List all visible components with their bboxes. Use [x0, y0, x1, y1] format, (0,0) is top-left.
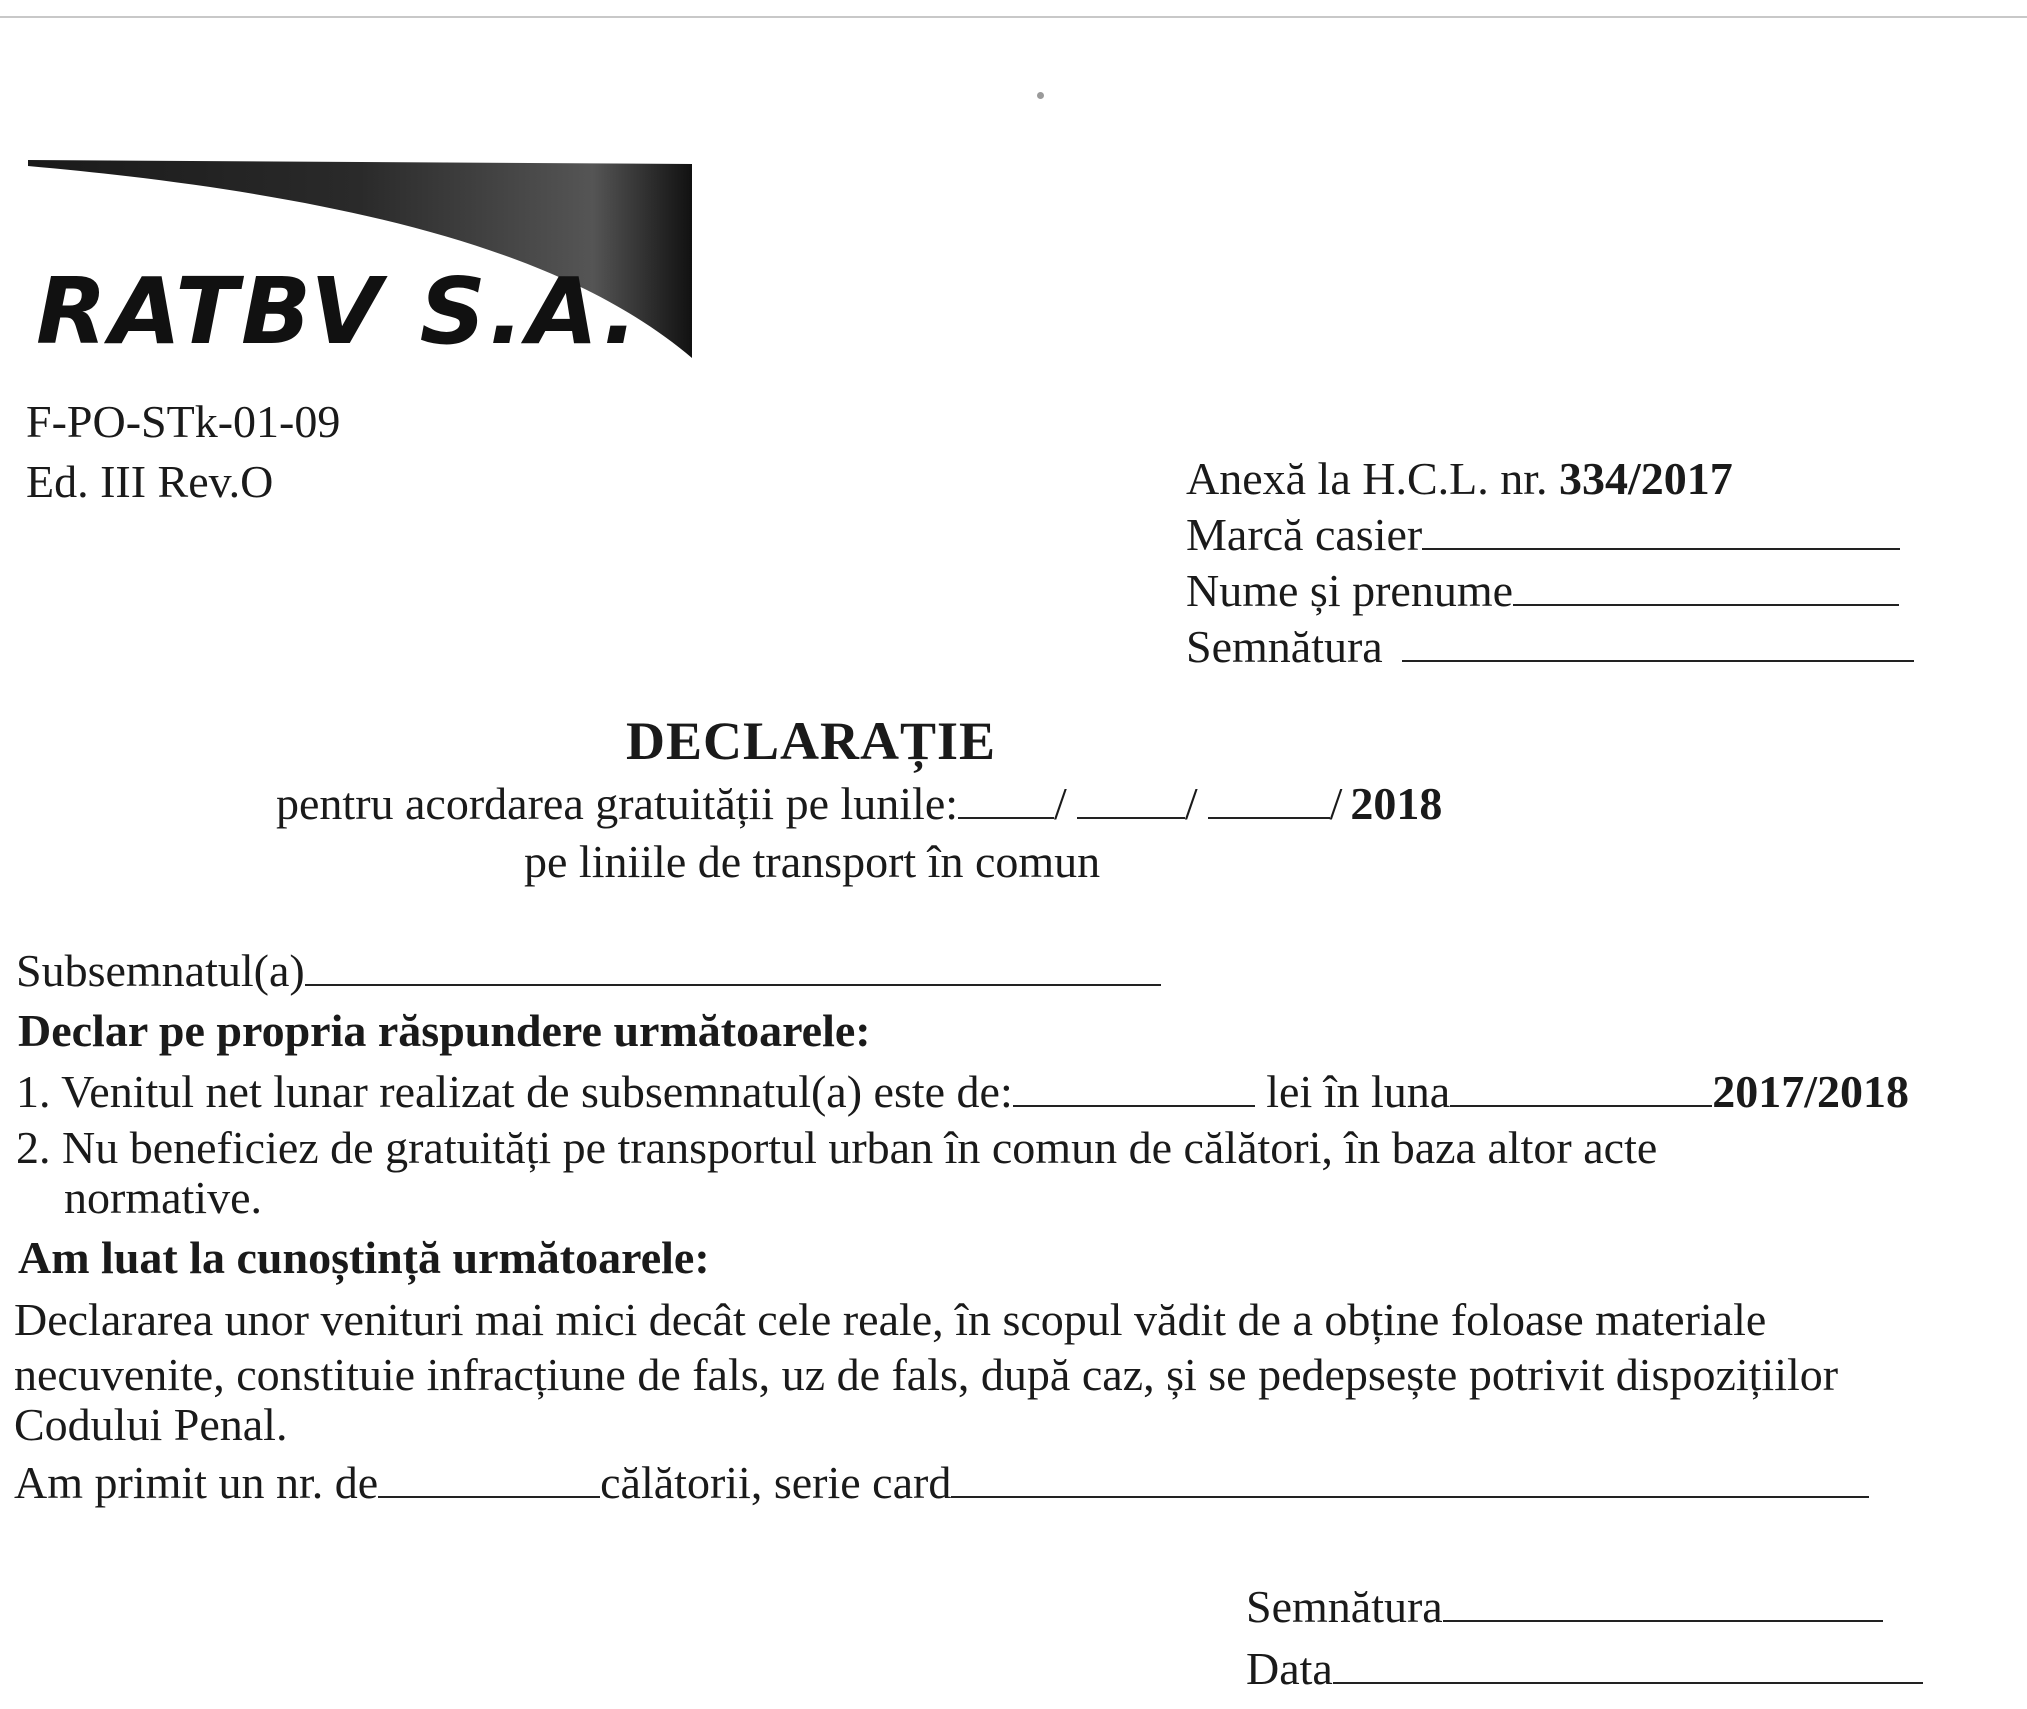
cashier-signature-label: Semnătura — [1186, 621, 1383, 672]
date-input-line[interactable] — [1333, 1681, 1923, 1684]
scan-speck — [1037, 92, 1044, 99]
months-label: pentru acordarea gratuității pe lunile: — [276, 778, 959, 829]
income-item — [16, 1065, 1909, 1119]
month1-input-line[interactable] — [958, 816, 1054, 819]
month3-input-line[interactable] — [1208, 816, 1330, 819]
annex-number: 334/2017 — [1559, 453, 1733, 504]
trips-prefix: Am primit un nr. de — [14, 1457, 379, 1508]
annex-line — [1186, 452, 1733, 506]
item2-line2: normative. — [64, 1172, 262, 1223]
trips-count-input-line[interactable] — [378, 1495, 600, 1498]
name-field — [1186, 564, 1899, 618]
income-month-input-line[interactable] — [1450, 1104, 1712, 1107]
cashier-signature-field — [1186, 620, 1914, 674]
trips-field — [14, 1456, 1869, 1510]
scan-top-edge — [0, 16, 2027, 18]
undersigned-input-line[interactable] — [305, 983, 1161, 986]
income-item-text: 1. Venitul net lunar realizat de subsemnatul(a) este de: — [16, 1066, 1013, 1117]
date-label: Data — [1246, 1643, 1333, 1694]
month2-input-line[interactable] — [1077, 816, 1185, 819]
signature-field — [1246, 1580, 1883, 1634]
form-code: F-PO-STk-01-09 — [26, 396, 341, 447]
annex-prefix: Anexă la H.C.L. nr. — [1186, 453, 1548, 504]
name-input-line[interactable] — [1513, 603, 1899, 606]
undersigned-label: Subsemnatul(a) — [16, 945, 305, 996]
form-edition: Ed. III Rev.O — [26, 456, 274, 507]
signature-label: Semnătura — [1246, 1581, 1443, 1632]
income-lei-label: lei în luna — [1266, 1066, 1451, 1117]
income-year: 2017/2018 — [1712, 1066, 1909, 1117]
name-label: Nume și prenume — [1186, 565, 1514, 616]
cashier-field — [1186, 508, 1900, 562]
cashier-label: Marcă casier — [1186, 509, 1423, 560]
transport-subtitle: pe liniile de transport în comun — [524, 836, 1101, 887]
penalty-paragraph-line1: Declararea unor venituri mai mici decât cele reale, în scopul vădit de a obține foloase materiale — [14, 1294, 1767, 1345]
cashier-input-line[interactable] — [1422, 547, 1900, 550]
item2-line1: 2. Nu beneficiez de gratuități pe transportul urban în comun de călători, în baza altor acte — [16, 1122, 1658, 1173]
acknowledge-heading: Am luat la cunoștință următoarele: — [18, 1232, 710, 1283]
penalty-paragraph-line2: necuvenite, constituie infracțiune de fals, uz de fals, după caz, și se pedepsește potrivit dispozițiilor — [14, 1349, 1839, 1400]
document-title: DECLARAȚIE — [626, 711, 997, 771]
months-year: 2018 — [1350, 778, 1443, 829]
card-series-input-line[interactable] — [951, 1495, 1869, 1498]
declare-heading: Declar pe propria răspundere următoarele: — [18, 1005, 871, 1056]
income-amount-input-line[interactable] — [1013, 1104, 1255, 1107]
undersigned-field — [16, 944, 1161, 998]
months-line: pentru acordarea gratuității pe lunile: / / / 2018 — [276, 778, 1443, 829]
date-field — [1246, 1642, 1923, 1696]
cashier-signature-line[interactable] — [1402, 659, 1914, 662]
penalty-paragraph-line3: Codului Penal. — [14, 1399, 288, 1450]
company-logo-text: RATBV S.A. — [36, 258, 641, 365]
card-series-label: călătorii, serie card — [600, 1457, 952, 1508]
signature-input-line[interactable] — [1443, 1619, 1883, 1622]
